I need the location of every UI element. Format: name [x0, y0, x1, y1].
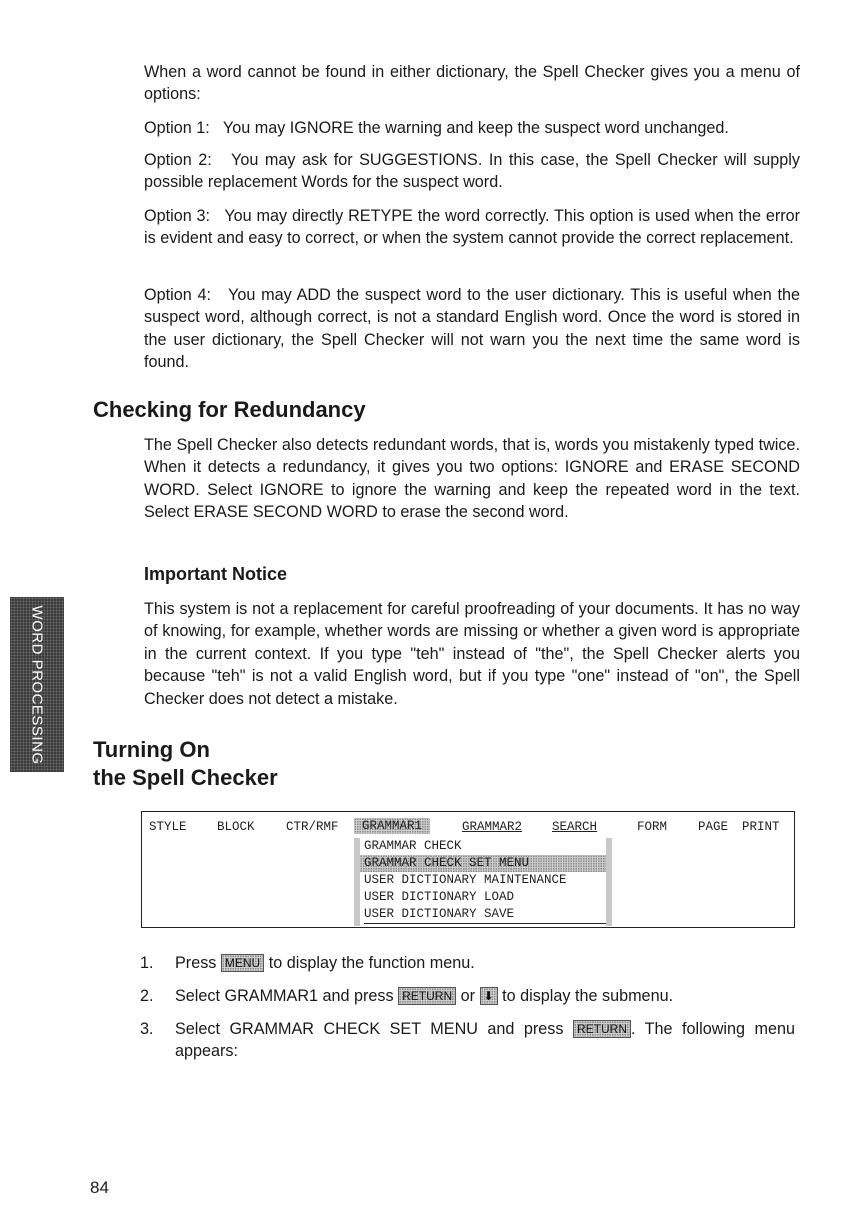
step-number: 1.: [140, 954, 154, 972]
intro-paragraph: When a word cannot be found in either dictionary, the Spell Checker gives you a menu of options:: [144, 63, 800, 104]
submenu-item-user-dictionary-load[interactable]: USER DICTIONARY LOAD: [364, 890, 515, 904]
option-label: Option 2:: [144, 151, 212, 169]
menu-item-page[interactable]: PAGE: [698, 820, 729, 834]
menu-item-print[interactable]: PRINT: [742, 820, 780, 834]
option-label: Option 4:: [144, 286, 211, 304]
down-arrow-key-icon: ⬇: [480, 987, 498, 1005]
grammar1-submenu: [354, 838, 612, 926]
step-text: [175, 952, 795, 974]
menu-item-form[interactable]: FORM: [637, 820, 668, 834]
step-number: 2.: [140, 987, 154, 1005]
menu-key: MENU: [221, 954, 264, 972]
side-tab-label: WORD PROCESSING: [28, 604, 46, 765]
menu-item-grammar1[interactable]: GRAMMAR1: [354, 818, 430, 834]
heading-line-1: Turning On: [93, 737, 210, 762]
step-text: [175, 1018, 795, 1063]
step-text-part: or: [460, 987, 476, 1005]
notice-heading: Important Notice: [144, 564, 288, 584]
option-label: Option 3:: [144, 207, 211, 225]
step-text-part: to display the submenu.: [502, 987, 674, 1005]
notice-paragraph: This system is not a replacement for careful proofreading of your documents. It has no way of knowing, for example, whether words are missing or whether a given word is appropriate in the current context. If you type "teh" instead of "the", the Spell Checker alerts you because "teh" is not a valid English word, but if you type "one" instead of "on", the Spell Checker does not detect a mistake.: [144, 600, 800, 708]
step-text-part: . The following menu appears:: [175, 1020, 795, 1061]
heading-line-2: the Spell Checker: [93, 765, 278, 790]
option-text: You may directly RETYPE the word correctly. This option is used when the error is evident and easy to correct, or when the system cannot provide the correct replacement.: [144, 207, 801, 248]
step-text-part: Select GRAMMAR1 and press: [175, 987, 394, 1005]
option-label: Option 1:: [144, 119, 210, 137]
option-text: You may ADD the suspect word to the user dictionary. This is useful when the suspect word, although correct, is not a standard English word. Once the word is stored in the user dictionary, the Spell Checker will not warn you the next time the same word is found.: [144, 286, 800, 372]
option-4: [144, 284, 800, 374]
function-menu-screen: [141, 811, 795, 928]
menu-item-style[interactable]: STYLE: [149, 820, 187, 834]
return-key: RETURN: [573, 1020, 631, 1038]
redundancy-paragraph: The Spell Checker also detects redundant words, that is, words you mistakenly typed twice. When it detects a redundancy, it gives you two options: IGNORE and ERASE SECOND WORD. Select IGNORE to ignore the warning and keep the repeated word in the text. Select ERASE SECOND WORD to erase the second word.: [144, 436, 800, 522]
redundancy-heading: Checking for Redundancy: [93, 397, 366, 422]
submenu-item-user-dictionary-save[interactable]: USER DICTIONARY SAVE: [364, 906, 606, 924]
option-text: You may ask for SUGGESTIONS. In this case, the Spell Checker will supply possible replacement Words for the suspect word.: [144, 151, 800, 192]
submenu-item-grammar-check-set-menu[interactable]: GRAMMAR CHECK SET MENU: [360, 855, 606, 872]
section-side-tab: [10, 597, 64, 772]
page-number: 84: [90, 1178, 109, 1197]
option-1: [144, 117, 800, 139]
step-number: 3.: [140, 1020, 154, 1038]
menu-item-ctr-rmf[interactable]: CTR/RMF: [286, 820, 339, 834]
step-text-part: Select GRAMMAR CHECK SET MENU and press: [175, 1020, 564, 1038]
submenu-item-grammar-check[interactable]: GRAMMAR CHECK: [364, 839, 462, 853]
menu-item-block[interactable]: BLOCK: [217, 820, 255, 834]
submenu-item-user-dictionary-maintenance[interactable]: USER DICTIONARY MAINTENANCE: [364, 873, 567, 887]
step-text-part: to display the function menu.: [268, 954, 475, 972]
step-text-part: Press: [175, 954, 217, 972]
menu-item-search[interactable]: SEARCH: [552, 820, 598, 834]
option-text: You may IGNORE the warning and keep the suspect word unchanged.: [222, 119, 729, 137]
step-text: [175, 985, 795, 1007]
menu-item-grammar2[interactable]: GRAMMAR2: [462, 820, 523, 834]
option-2: [144, 149, 800, 194]
turning-on-heading: [93, 736, 278, 792]
option-3: [144, 205, 800, 250]
return-key: RETURN: [398, 987, 456, 1005]
